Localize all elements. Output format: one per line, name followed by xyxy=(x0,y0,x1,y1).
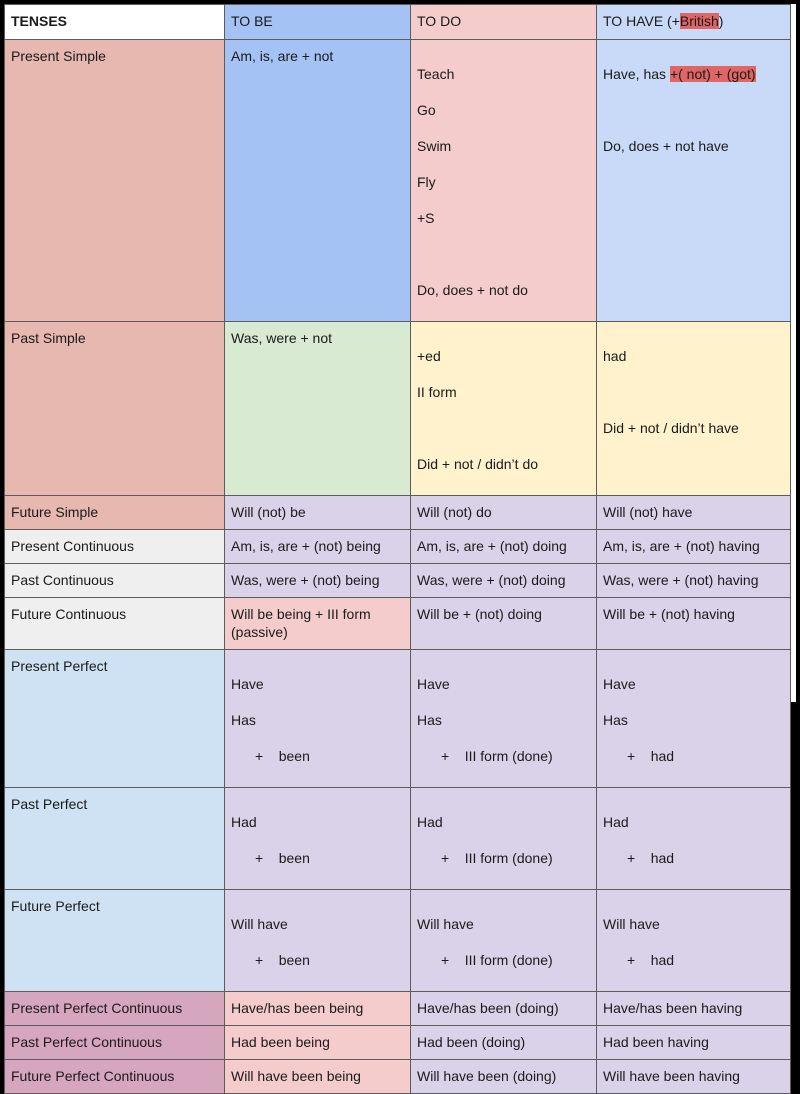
header-to-do: TO DO xyxy=(411,5,597,40)
do-future-perfect-continuous: Will have been (doing) xyxy=(411,1060,597,1094)
be-future-continuous: Will be being + III form (passive) xyxy=(225,598,411,650)
have-present-continuous: Am, is, are + (not) having xyxy=(597,530,791,564)
do-line: Had xyxy=(417,814,443,830)
have-line: Had xyxy=(603,814,629,830)
do-past-continuous: Was, were + (not) doing xyxy=(411,564,597,598)
have-past-perfect xyxy=(597,788,791,890)
tense-present-perfect: Present Perfect xyxy=(5,650,225,788)
do-present-continuous: Am, is, are + (not) doing xyxy=(411,530,597,564)
be-past-perfect xyxy=(225,788,411,890)
table-row xyxy=(5,1026,791,1060)
do-line: Swim xyxy=(417,138,452,154)
table-frame xyxy=(4,4,796,1084)
spacer xyxy=(603,101,784,119)
do-past-simple xyxy=(411,322,597,496)
have-present-simple xyxy=(597,40,791,322)
have-present-perfect-continuous: Have/has been having xyxy=(597,992,791,1026)
be-past-simple: Was, were + not xyxy=(225,322,411,496)
tense-future-simple: Future Simple xyxy=(5,496,225,530)
table-row xyxy=(5,40,791,322)
have-past-simple xyxy=(597,322,791,496)
be-tail: + been xyxy=(255,952,310,968)
be-tail: + been xyxy=(255,850,310,866)
have-future-perfect xyxy=(597,890,791,992)
tense-present-simple: Present Simple xyxy=(5,40,225,322)
do-extra: Do, does + not do xyxy=(417,282,528,298)
do-present-perfect xyxy=(411,650,597,788)
have-future-simple: Will (not) have xyxy=(597,496,791,530)
have-prefix: Have, has xyxy=(603,66,670,82)
table-row xyxy=(5,564,791,598)
table-row xyxy=(5,1060,791,1094)
tense-past-perfect: Past Perfect xyxy=(5,788,225,890)
do-future-perfect xyxy=(411,890,597,992)
do-present-simple xyxy=(411,40,597,322)
have-past-continuous: Was, were + (not) having xyxy=(597,564,791,598)
be-present-continuous: Am, is, are + (not) being xyxy=(225,530,411,564)
tense-future-continuous: Future Continuous xyxy=(5,598,225,650)
tense-present-continuous: Present Continuous xyxy=(5,530,225,564)
tense-future-perfect: Future Perfect xyxy=(5,890,225,992)
do-line: Have xyxy=(417,676,450,692)
do-line: Will have xyxy=(417,916,474,932)
table-row xyxy=(5,650,791,788)
tenses-table xyxy=(4,4,791,1094)
have-present-perfect xyxy=(597,650,791,788)
have-line: Have xyxy=(603,676,636,692)
tense-future-perfect-continuous: Future Perfect Continuous xyxy=(5,1060,225,1094)
have-extra: Do, does + not have xyxy=(603,138,729,154)
do-line: Has xyxy=(417,712,442,728)
do-past-perfect-continuous: Had been (doing) xyxy=(411,1026,597,1060)
have-tail: + had xyxy=(627,952,675,968)
spacer xyxy=(417,419,590,437)
have-future-perfect-continuous: Will have been having xyxy=(597,1060,791,1094)
have-tail: + had xyxy=(627,748,675,764)
do-present-perfect-continuous: Have/has been (doing) xyxy=(411,992,597,1026)
table-row xyxy=(5,788,791,890)
have-future-continuous: Will be + (not) having xyxy=(597,598,791,650)
tense-past-continuous: Past Continuous xyxy=(5,564,225,598)
tense-past-simple: Past Simple xyxy=(5,322,225,496)
header-british-highlight: British xyxy=(679,13,719,29)
be-past-continuous: Was, were + (not) being xyxy=(225,564,411,598)
header-to-have-prefix: TO HAVE (+ xyxy=(603,13,680,29)
do-extra: Did + not / didn’t do xyxy=(417,456,539,472)
tense-present-perfect-continuous: Present Perfect Continuous xyxy=(5,992,225,1026)
be-line: Has xyxy=(231,712,256,728)
be-line: Had xyxy=(231,814,257,830)
have-line: Has xyxy=(603,712,628,728)
have-line: Will have xyxy=(603,916,660,932)
header-to-have-suffix: ) xyxy=(718,13,724,29)
tense-past-perfect-continuous: Past Perfect Continuous xyxy=(5,1026,225,1060)
have-extra: Did + not / didn’t have xyxy=(603,420,739,436)
do-line: +ed xyxy=(417,348,441,364)
have-tail: + had xyxy=(627,850,675,866)
spacer xyxy=(603,383,784,401)
be-present-perfect xyxy=(225,650,411,788)
spacer xyxy=(417,245,590,263)
header-tenses: TENSES xyxy=(5,5,225,40)
table-row xyxy=(5,992,791,1026)
do-line: Go xyxy=(417,102,436,118)
be-present-perfect-continuous: Have/has been being xyxy=(225,992,411,1026)
have-line xyxy=(603,65,784,83)
do-future-continuous: Will be + (not) doing xyxy=(411,598,597,650)
do-line: II form xyxy=(417,384,457,400)
header-to-have xyxy=(597,5,791,40)
be-future-perfect-continuous: Will have been being xyxy=(225,1060,411,1094)
have-line: had xyxy=(603,348,627,364)
table-row xyxy=(5,530,791,564)
do-line: Teach xyxy=(417,66,455,82)
have-past-perfect-continuous: Had been having xyxy=(597,1026,791,1060)
be-present-simple: Am, is, are + not xyxy=(225,40,411,322)
be-past-perfect-continuous: Had been being xyxy=(225,1026,411,1060)
do-tail: + III form (done) xyxy=(441,850,553,866)
table-row xyxy=(5,598,791,650)
be-line: Will have xyxy=(231,916,288,932)
header-row xyxy=(5,5,791,40)
be-tail: + been xyxy=(255,748,310,764)
do-tail: + III form (done) xyxy=(441,952,553,968)
do-past-perfect xyxy=(411,788,597,890)
be-future-simple: Will (not) be xyxy=(225,496,411,530)
have-got-highlight: +( not) + (got) xyxy=(669,66,756,82)
be-future-perfect xyxy=(225,890,411,992)
table-row xyxy=(5,322,791,496)
do-line: +S xyxy=(417,210,435,226)
do-line: Fly xyxy=(417,174,436,190)
table-row xyxy=(5,496,791,530)
do-tail: + III form (done) xyxy=(441,748,553,764)
table-row xyxy=(5,890,791,992)
header-to-be: TO BE xyxy=(225,5,411,40)
be-line: Have xyxy=(231,676,264,692)
do-future-simple: Will (not) do xyxy=(411,496,597,530)
